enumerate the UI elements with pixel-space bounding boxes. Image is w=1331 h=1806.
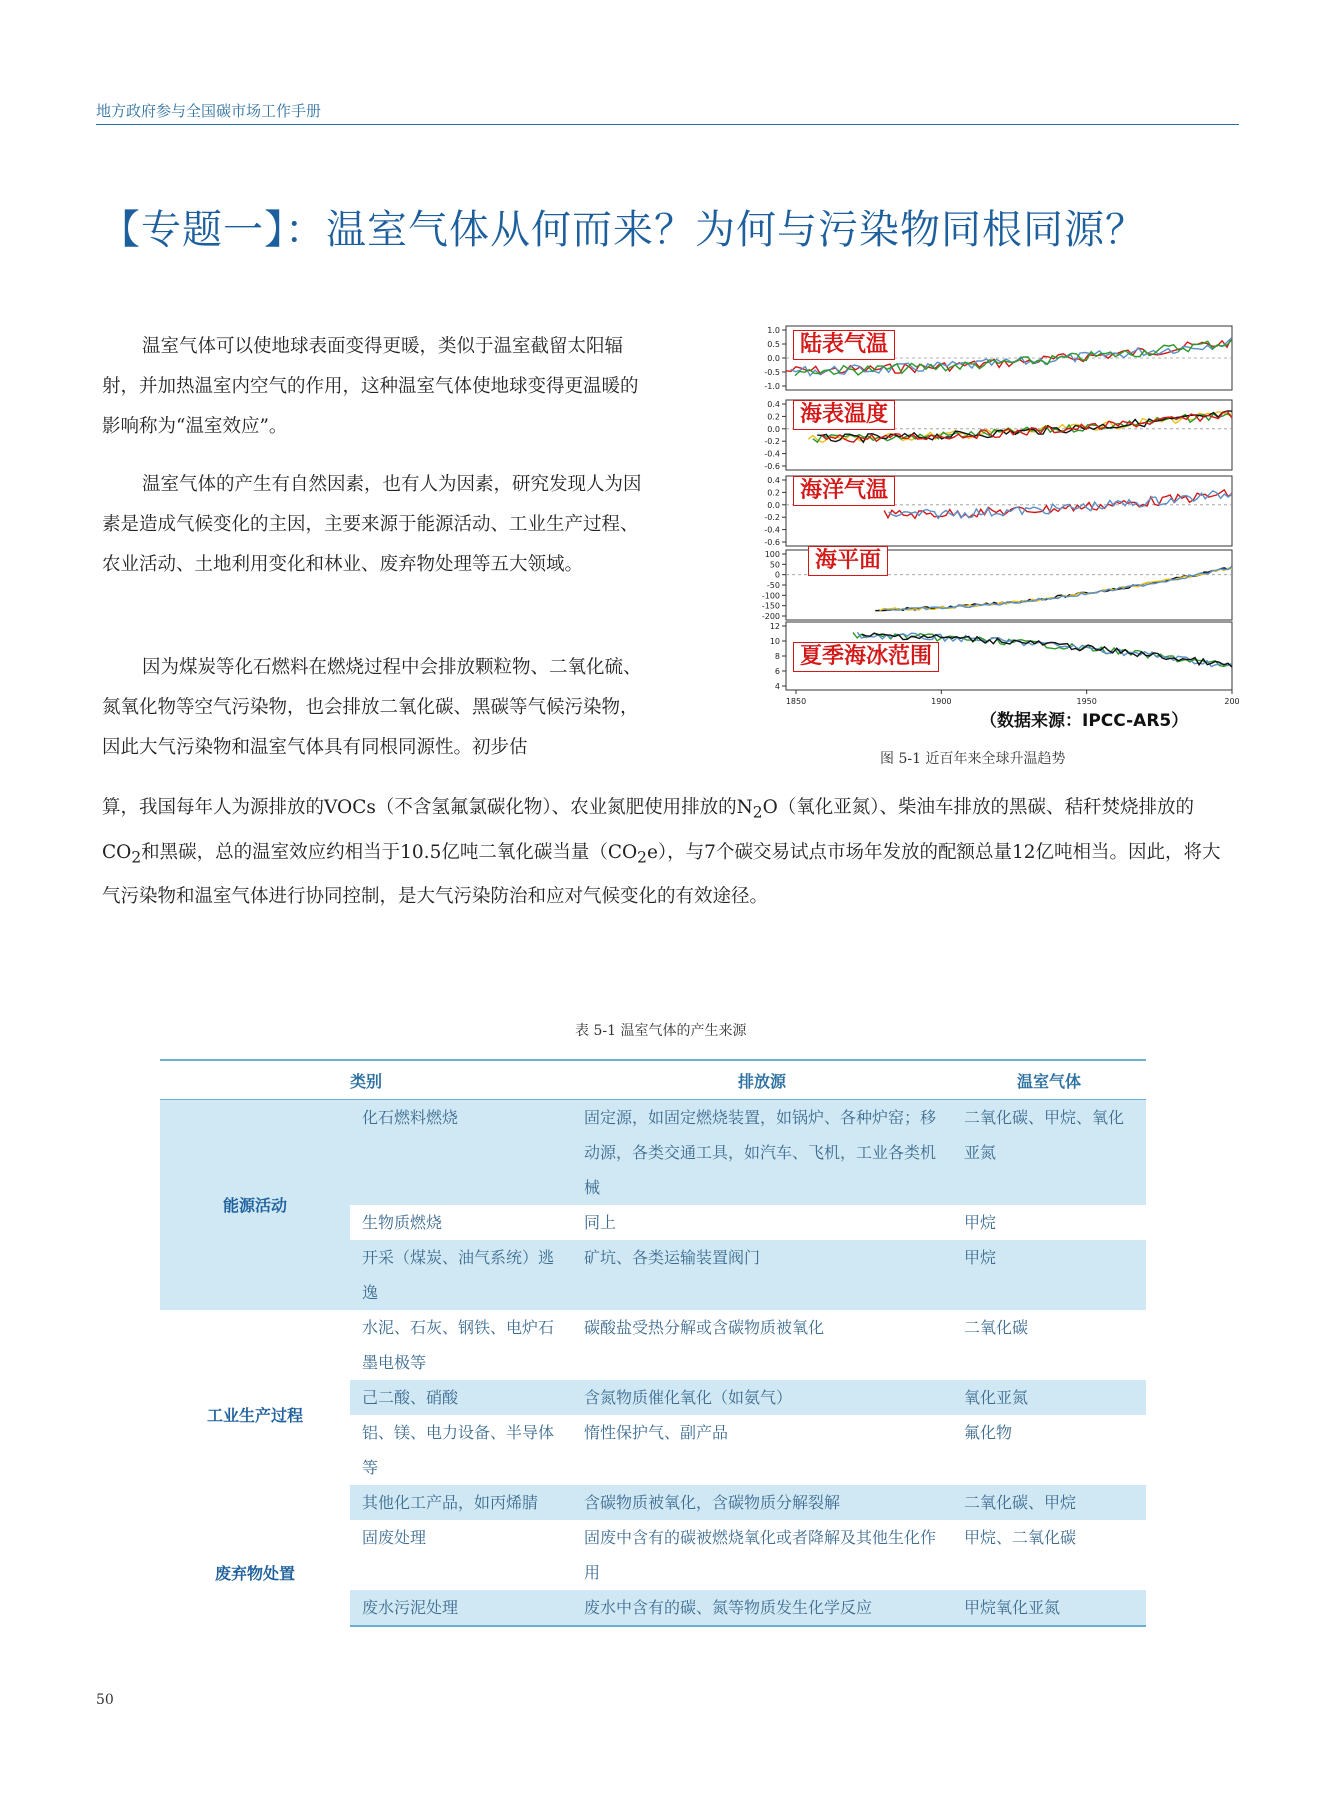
paragraph-greenhouse-effect: 温室气体可以使地球表面变得更暖，类似于温室截留太阳辐射，并加热温室内空气的作用，这种温室气体使地球变得更温暖的影响称为“温室效应”。 — [102, 336, 639, 437]
table-cell: 二氧化碳、甲烷 — [952, 1485, 1146, 1520]
x-tick-label: 1850 — [785, 697, 807, 706]
y-tick-label: 8 — [774, 652, 780, 661]
table-row — [160, 1520, 1146, 1590]
category-waste: 废弃物处置 — [160, 1520, 350, 1626]
running-header: 地方政府参与全国碳市场工作手册 — [96, 102, 322, 120]
x-tick-label: 200 — [1224, 697, 1240, 706]
x-tick-label: 1900 — [931, 697, 952, 706]
y-tick-label: 100 — [764, 550, 780, 559]
table-cell: 含氮物质催化氧化（如氨气） — [572, 1380, 952, 1415]
figure-caption: 图 5-1 近百年来全球升温趋势 — [880, 751, 1066, 767]
paragraph-same-origin: 因为煤炭等化石燃料在燃烧过程中会排放颗粒物、二氧化硫、氮氧化物等空气污染物，也会排放二氧化碳、黑碳等气候污染物，因此大气污染物和温室气体具有同根同源性。初步估 — [102, 657, 642, 758]
category-industry: 工业生产过程 — [160, 1310, 350, 1520]
header-source: 排放源 — [572, 1060, 952, 1100]
trend-line — [875, 567, 1232, 611]
table-cell: 碳酸盐受热分解或含碳物质被氧化 — [584, 1318, 825, 1337]
y-tick-label: 0.0 — [767, 500, 780, 510]
table-cell: 固定源，如固定燃烧装置，如锅炉、各种炉窑；移动源，各类交通工具，如汽车、飞机，工业各类机械 — [572, 1100, 952, 1206]
table-cell: 氟化物 — [964, 1423, 1013, 1442]
table-cell: 化石燃料燃烧 — [350, 1100, 572, 1206]
panel-label-sea-level: 海平面 — [808, 546, 888, 576]
table-cell: 生物质燃烧 — [362, 1213, 443, 1232]
y-tick-label: -100 — [761, 591, 780, 601]
table-cell: 惰性保护气、副产品 — [584, 1423, 729, 1442]
y-tick-label: -1.0 — [764, 382, 780, 391]
trend-line — [889, 491, 1232, 519]
x-tick-label: 1950 — [1076, 697, 1097, 706]
table-cell: 己二酸、硝酸 — [350, 1380, 572, 1415]
table-cell: 固废处理 — [362, 1528, 427, 1547]
table-cell: 二氧化碳、甲烷、氧化亚氮 — [952, 1100, 1146, 1206]
table-cell: 开采（煤炭、油气系统）逃逸 — [350, 1240, 572, 1310]
page-number: 50 — [96, 1692, 114, 1708]
table-cell: 其他化工产品，如丙烯腈 — [350, 1485, 572, 1520]
table-row — [160, 1310, 1146, 1380]
table-cell: 铝、镁、电力设备、半导体等 — [362, 1423, 555, 1477]
table-cell: 废水中含有的碳、氮等物质发生化学反应 — [572, 1590, 952, 1626]
y-tick-label: -0.4 — [764, 449, 780, 459]
y-tick-label: 0.0 — [767, 424, 780, 434]
y-tick-label: 50 — [769, 560, 780, 570]
table-cell: 含碳物质被氧化，含碳物质分解裂解 — [572, 1485, 952, 1520]
header-gas: 温室气体 — [952, 1060, 1146, 1100]
y-tick-label: -0.2 — [764, 437, 780, 447]
panel-label-sea-surface-temp: 海表温度 — [793, 400, 895, 430]
y-tick-label: 0.2 — [767, 488, 780, 498]
y-tick-label: 10 — [769, 637, 780, 646]
category-energy: 能源活动 — [160, 1100, 350, 1311]
table-cell: 甲烷 — [952, 1240, 1146, 1310]
y-tick-label: 12 — [769, 622, 780, 631]
paragraph-sources: 温室气体的产生有自然因素，也有人为因素，研究发现人为因素是造成气候变化的主因，主要来源于能源活动、工业生产过程、农业活动、土地利用变化和林业、废弃物处理等五大领域。 — [102, 474, 642, 575]
table-cell: 甲烷氧化亚氮 — [952, 1590, 1146, 1626]
figure-source: （数据来源：IPCC-AR5） — [980, 711, 1189, 731]
table-cell: 废水污泥处理 — [350, 1590, 572, 1626]
table-cell: 水泥、石灰、钢铁、电炉石墨电极等 — [362, 1318, 555, 1372]
y-tick-label: -0.6 — [764, 538, 780, 547]
table-cell: 矿坑、各类运输装置阀门 — [572, 1240, 952, 1310]
table-cell: 甲烷 — [964, 1213, 997, 1232]
y-tick-label: -200 — [761, 612, 780, 621]
emission-source-table — [160, 1059, 1146, 1627]
y-tick-label: 0.4 — [767, 400, 780, 409]
panel-label-land-temp: 陆表气温 — [793, 330, 895, 360]
y-tick-label: 0 — [774, 570, 780, 580]
y-tick-label: 6 — [774, 667, 780, 676]
table-cell: 甲烷、二氧化碳 — [964, 1528, 1077, 1547]
section-title: 【专题一】：温室气体从何而来？为何与污染物同根同源？ — [100, 207, 1146, 253]
y-tick-label: -0.5 — [764, 368, 780, 377]
paragraph-estimate: 算，我国每年人为源排放的VOCs（不含氢氟氯碳化物）、农业氮肥使用排放的$N_2O$（氧化亚氮）、柴油车排放的黑碳、秸秆焚烧排放的$CO_2$和黑碳，总的温室效应约相当于10.5亿吨二氧化碳当量$(CO_2e)$，与7个碳交易试点市场年发放的配额总量12亿吨相当。因此，将大气污染物和温室气体进行协同控制，是大气污染防治和应对气候变化的有效途径。 — [102, 797, 1221, 908]
y-tick-label: -150 — [761, 601, 780, 611]
y-tick-label: 1.0 — [767, 326, 780, 335]
trend-line — [884, 567, 1232, 610]
y-tick-label: 0.2 — [767, 412, 780, 422]
table-cell: 氧化亚氮 — [952, 1380, 1146, 1415]
table-title: 表 5-1 温室气体的产生来源 — [575, 1023, 747, 1039]
y-tick-label: 4 — [774, 682, 780, 691]
table-cell: 固废中含有的碳被燃烧氧化或者降解及其他生化作用 — [584, 1528, 937, 1582]
y-tick-label: 0.4 — [767, 476, 780, 485]
table-cell: 二氧化碳 — [964, 1318, 1029, 1337]
panel-label-sea-ice: 夏季海冰范围 — [793, 642, 939, 672]
panel-label-ocean-air-temp: 海洋气温 — [793, 476, 895, 506]
y-tick-label: -0.6 — [764, 462, 780, 471]
table-cell: 同上 — [584, 1213, 617, 1232]
header-divider — [96, 124, 1239, 125]
y-tick-label: -0.4 — [764, 525, 780, 535]
y-tick-label: 0.5 — [767, 340, 780, 349]
y-tick-label: 0.0 — [767, 354, 780, 363]
y-tick-label: -50 — [766, 581, 780, 590]
y-tick-label: -0.2 — [764, 513, 780, 523]
header-category: 类别 — [160, 1060, 572, 1100]
table-row — [160, 1100, 1146, 1206]
